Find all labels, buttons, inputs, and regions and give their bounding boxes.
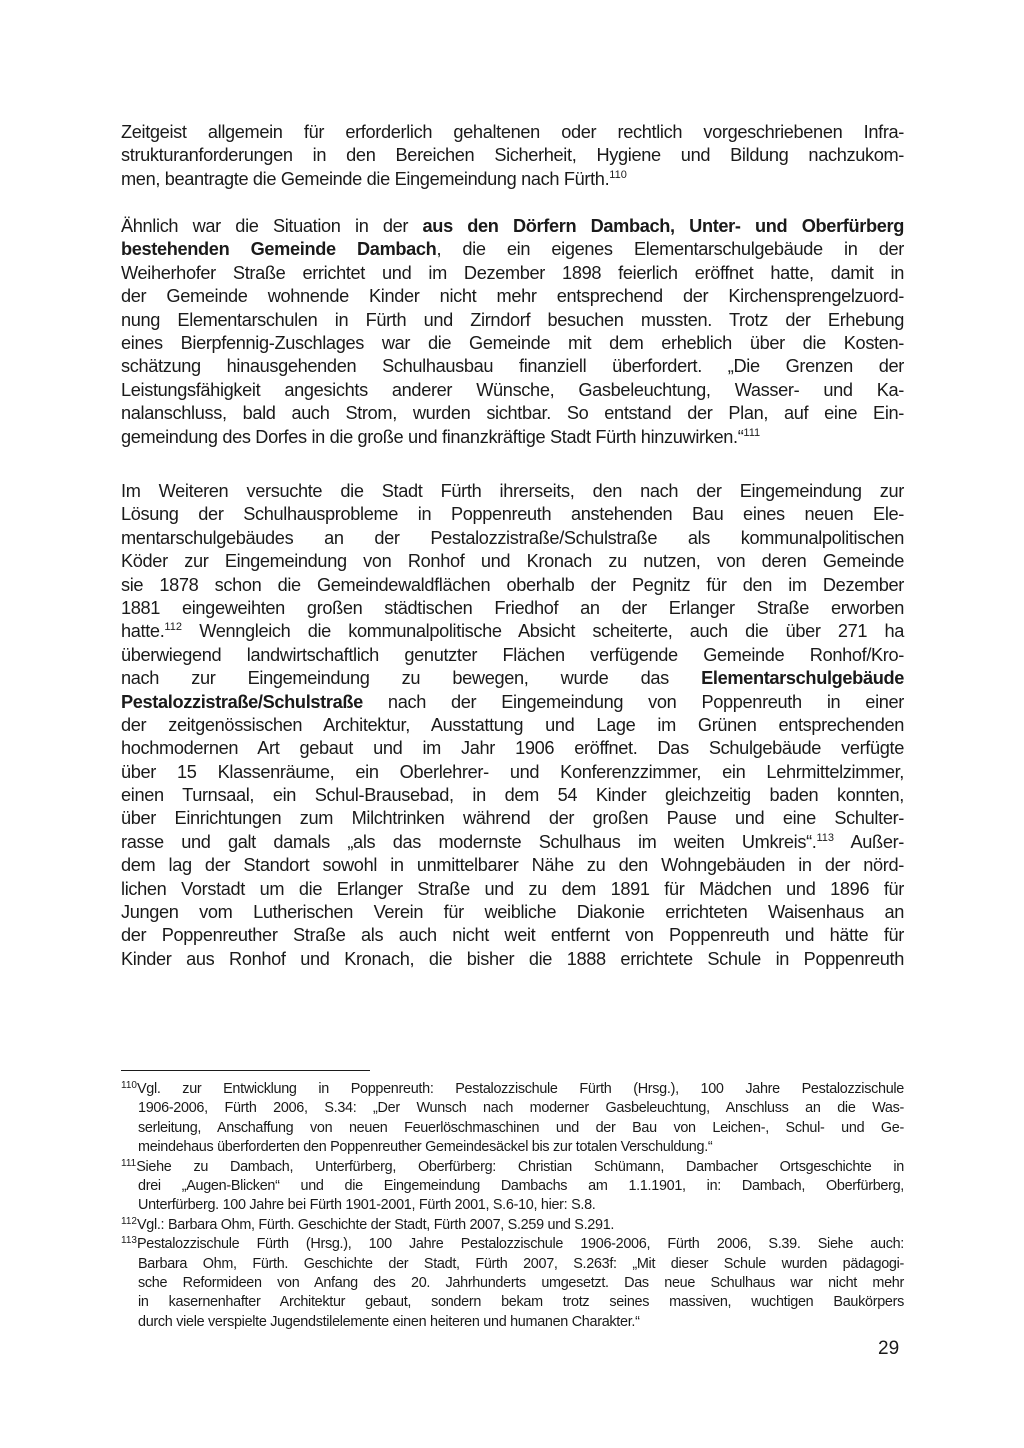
footnote-number: 110 — [121, 1080, 137, 1091]
text-line — [121, 807, 904, 830]
page-number: 29 — [878, 1338, 900, 1359]
bold-text: Elementarschulgebäude — [701, 668, 904, 689]
footnote-line — [121, 1313, 904, 1332]
text-run: Außer- — [834, 831, 904, 852]
footnote-text: drei „Augen-Blicken“ und die Eingemeindung Dambachs am 1.1.1901, in: Dambach, Oberfürberg, — [138, 1177, 904, 1194]
footnote-number: 112 — [121, 1215, 137, 1227]
text-run: Köder zur Eingemeindung von Ronhof und Kronach zu nutzen, von deren Gemeinde — [121, 551, 904, 572]
footnote-112 — [121, 1216, 904, 1235]
footnotes — [121, 1080, 904, 1332]
text-run: schätzung hinausgehenden Schulhausbau finanziell überfordert. „Die Grenzen der — [121, 356, 904, 377]
text-run: hochmodernen Art gebaut und im Jahr 1906 eröffnet. Das Schulgebäude verfügte — [121, 738, 904, 759]
text-line — [121, 550, 904, 573]
bold-text: Pestalozzistraße/Schulstraße — [121, 691, 363, 712]
text-run: Im Weiteren versuchte die Stadt Fürth ihrerseits, den nach der Eingemeindung zur — [121, 481, 904, 501]
text-run: eines Bierpfennig-Zuschlages war die Gemeinde mit dem erheblich über die Kosten- — [121, 332, 904, 353]
text-run: nach der Eingemeindung von Poppenreuth in einer — [362, 691, 904, 712]
text-line — [121, 854, 904, 877]
text-line — [121, 168, 904, 191]
footnote-text: Pestalozzischule Fürth (Hrsg.), 100 Jahre Pestalozzischule 1906-2006, Fürth 2006, S.39. Siehe auch: — [136, 1236, 904, 1253]
text-run: einen Turnsaal, ein Schul-Brausebad, in dem 54 Kinder gleichzeitig baden konnten, — [121, 785, 904, 806]
footnote-text: Vgl. zur Entwicklung in Poppenreuth: Pestalozzischule Fürth (Hrsg.), 100 Jahre Pestalozzischule — [136, 1081, 904, 1097]
footnote-111 — [121, 1158, 904, 1216]
text-run: strukturanforderungen in den Bereichen Sicherheit, Hygiene und Bildung nachzukom- — [121, 145, 904, 166]
text-line — [121, 831, 904, 854]
text-run: Lösung der Schulhausprobleme in Poppenreuth anstehenden Bau eines neuen Ele- — [121, 504, 904, 525]
footnote-line — [121, 1177, 904, 1196]
text-run: mentarschulgebäudes an der Pestalozzistraße/Schulstraße als kommunalpolitischen — [121, 527, 904, 548]
footnote-text: Siehe zu Dambach, Unterfürberg, Oberfürberg: Christian Schümann, Dambacher Ortsgeschichte in — [136, 1158, 904, 1175]
footnote-110 — [121, 1080, 904, 1158]
footnote-line — [121, 1235, 904, 1254]
text-run: Leistungsfähigkeit angesichts anderer Wünsche, Gasbeleuchtung, Wasser- und Ka- — [121, 379, 904, 400]
footnote-line — [121, 1196, 904, 1215]
text-line — [121, 379, 904, 402]
text-line — [121, 667, 904, 690]
text-line — [121, 262, 904, 285]
footnote-line — [121, 1216, 904, 1235]
text-run: dem lag der Standort sowohl in unmittelbarer Nähe zu den Wohngebäuden in der nörd- — [121, 855, 904, 876]
footnote-separator-rule — [121, 1070, 370, 1071]
text-line — [121, 480, 904, 503]
footnote-reference: 111 — [743, 426, 761, 439]
paragraph-1 — [121, 121, 904, 191]
text-line — [121, 527, 904, 550]
text-run: nalanschluss, bald auch Strom, wurden sichtbar. So entstand der Plan, auf eine Ein- — [121, 403, 904, 424]
footnote-line — [121, 1080, 904, 1099]
text-run: nung Elementarschulen in Fürth und Zirndorf besuchen mussten. Trotz der Erhebung — [121, 309, 904, 330]
text-line — [121, 878, 904, 901]
text-line — [121, 597, 904, 620]
footnote-113 — [121, 1235, 904, 1332]
text-line — [121, 121, 904, 144]
text-run: Weiherhofer Straße errichtet und im Dezember 1898 feierlich eröffnet hatte, damit in — [121, 262, 904, 283]
footnote-line — [121, 1293, 904, 1312]
text-run: Jungen vom Lutherischen Verein für weibliche Diakonie errichteten Waisenhaus an — [121, 902, 904, 923]
text-line — [121, 332, 904, 355]
bold-text: bestehenden Gemeinde Dambach — [121, 239, 437, 260]
text-run: Zeitgeist allgemein für erforderlich gehaltenen oder rechtlich vorgeschriebenen Infra- — [121, 122, 904, 142]
text-run: über Einrichtungen zum Milchtrinken während der großen Pause und eine Schulter- — [121, 808, 904, 829]
text-line — [121, 714, 904, 737]
text-run: 1881 eingeweihten großen städtischen Friedhof an der Erlanger Straße erworben — [121, 597, 904, 618]
footnote-line — [121, 1099, 904, 1118]
footnote-line — [121, 1158, 904, 1177]
footnote-line — [121, 1138, 904, 1157]
footnote-line — [121, 1255, 904, 1274]
text-run: Kinder aus Ronhof und Kronach, die bisher die 1888 errichtete Schule in Poppenreuth — [121, 948, 904, 969]
footnote-line — [121, 1274, 904, 1293]
footnote-text: 1906-2006, Fürth 2006, S.34: „Der Wunsch nach moderner Gasbeleuchtung, Anschluss an die Was- — [138, 1100, 904, 1117]
text-run: gemeindung des Dorfes in die große und finanzkräftige Stadt Fürth hinzuwirken.“ — [121, 426, 744, 447]
text-line — [121, 238, 904, 261]
text-line — [121, 691, 904, 714]
text-line — [121, 503, 904, 526]
text-line — [121, 402, 904, 425]
text-line — [121, 620, 904, 643]
footnote-text: durch viele verspielte Jugendstilelemente einen heiteren und humanen Charakter.“ — [138, 1313, 640, 1330]
text-line — [121, 924, 904, 947]
text-run: nach zur Eingemeindung zu bewegen, wurde das — [121, 668, 702, 689]
footnote-text: in kasernenhafter Architektur gebaut, sondern bekam trotz seines massiven, wuchtigen Baukörpers — [138, 1294, 904, 1311]
text-run: über 15 Klassenräume, ein Oberlehrer- und Konferenzzimmer, ein Lehrmittelzimmer, — [121, 761, 904, 782]
text-run: der zeitgenössischen Architektur, Ausstattung und Lage im Grünen entsprechenden — [121, 714, 904, 735]
text-run: Wenngleich die kommunalpolitische Absicht scheiterte, auch die über 271 ha — [181, 621, 904, 642]
text-run: der Gemeinde wohnende Kinder nicht mehr entsprechend der Kirchensprengelzuord- — [121, 286, 904, 307]
text-run: sie 1878 schon die Gemeindewaldflächen oberhalb der Pegnitz für den im Dezember — [121, 574, 904, 595]
text-run: hatte. — [121, 621, 165, 642]
text-line — [121, 285, 904, 308]
text-run: rasse und galt damals „als das modernste Schulhaus im weiten Umkreis“. — [121, 831, 817, 852]
text-line — [121, 644, 904, 667]
text-run: men, beantragte die Gemeinde die Eingemeindung nach Fürth. — [121, 168, 610, 189]
text-line — [121, 215, 904, 238]
footnote-text: meindehaus überforderten den Poppenreuther Gemeindesäckel bis zur totalen Verschuldung.“ — [138, 1139, 713, 1156]
text-line — [121, 574, 904, 597]
text-line — [121, 144, 904, 167]
text-line — [121, 761, 904, 784]
paragraph-2 — [121, 215, 904, 449]
footnote-reference: 112 — [164, 621, 182, 634]
footnote-text: Unterfürberg. 100 Jahre bei Fürth 1901-2001, Fürth 2001, S.6-10, hier: S.8. — [138, 1197, 596, 1214]
footnote-line — [121, 1119, 904, 1138]
text-run: überwiegend landwirtschaftlich genutzter Flächen verfügende Gemeinde Ronhof/Kro- — [121, 644, 904, 665]
footnote-number: 113 — [121, 1235, 137, 1247]
text-run: , die ein eigenes Elementarschulgebäude in der — [436, 239, 904, 260]
text-line — [121, 737, 904, 760]
text-line — [121, 426, 904, 449]
text-line — [121, 309, 904, 332]
footnote-number: 111 — [121, 1157, 137, 1169]
bold-text: aus den Dörfern Dambach, Unter- und Oberfürberg — [422, 216, 904, 236]
text-line — [121, 901, 904, 924]
footnote-text: serleitung, Anschaffung von neuen Feuerlöschmaschinen und der Bau von Leichen-, Schul- und Ge- — [138, 1119, 904, 1136]
footnote-reference: 113 — [816, 831, 835, 844]
text-run: der Poppenreuther Straße als auch nicht weit entfernt von Poppenreuth und hätte für — [121, 925, 904, 946]
footnote-text: Barbara Ohm, Fürth. Geschichte der Stadt, Fürth 2007, S.263f: „Mit dieser Schule wurden pädagogi- — [138, 1255, 904, 1272]
text-line — [121, 948, 904, 971]
text-line — [121, 355, 904, 378]
paragraph-3 — [121, 480, 904, 971]
text-run: Ähnlich war die Situation in der — [121, 216, 423, 236]
text-line — [121, 784, 904, 807]
footnote-text: sche Reformideen von Anfang des 20. Jahrhunderts umgesetzt. Das neue Schulhaus war nicht mehr — [138, 1274, 904, 1291]
text-run: lichen Vorstadt um die Erlanger Straße und zu dem 1891 für Mädchen und 1896 für — [121, 878, 904, 899]
footnote-text: Vgl.: Barbara Ohm, Fürth. Geschichte der Stadt, Fürth 2007, S.259 und S.291. — [136, 1216, 615, 1233]
footnote-reference: 110 — [609, 168, 627, 181]
